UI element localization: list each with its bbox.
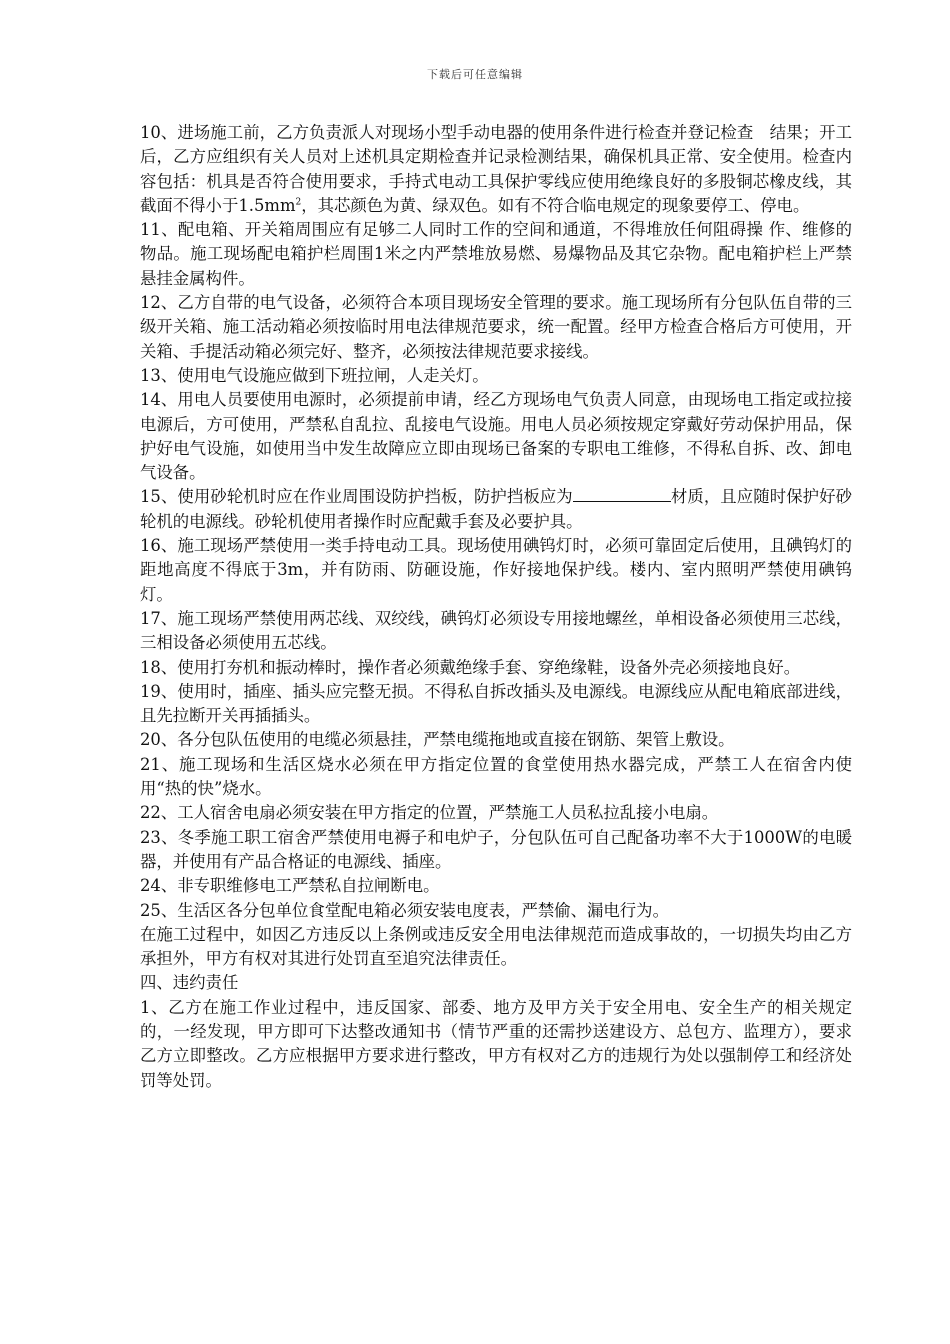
clause-15 — [140, 485, 852, 534]
section-4-heading: 四、违约责任 — [140, 973, 239, 993]
clause-22: 22、工人宿舍电扇必须安装在甲方指定的位置，严禁施工人员私拉乱接小电扇。 — [140, 803, 719, 823]
clause-10 — [140, 121, 852, 218]
clause-21: 21、施工现场和生活区烧水必须在甲方指定位置的食堂使用热水器完成，严禁工人在宿舍内使用“热的快”烧水。 — [140, 754, 852, 799]
clause-10-superscript: 2 — [295, 197, 302, 208]
clause-11: 11、配电箱、开关箱周围应有足够二人同时工作的空间和通道，不得堆放任何阻碍操 作、维修的物品。施工现场配电箱护栏周围1米之内严禁堆放易燃、易爆物品及其它杂物。配电箱护栏上严禁悬挂金属构件。 — [140, 220, 852, 288]
clause-20: 20、各分包队伍使用的电缆必须悬挂，严禁电缆拖地或直接在钢筋、架管上敷设。 — [140, 730, 735, 750]
clause-16: 16、施工现场严禁使用一类手持电动工具。现场使用碘钨灯时，必须可靠固定后使用，且碘钨灯的距地高度不得底于3m，并有防雨、防砸设施，作好接地保护线。楼内、室内照明严禁使用碘钨灯。 — [140, 536, 852, 604]
clause-15-text-start: 15、使用砂轮机时应在作业周围设防护挡板，防护挡板应为 — [140, 487, 573, 507]
clause-17: 17、施工现场严禁使用两芯线、双绞线，碘钨灯必须设专用接地螺丝，单相设备必须使用三芯线，三相设备必须使用五芯线。 — [140, 608, 852, 653]
document-body — [140, 121, 852, 1093]
clause-10-text: 10、进场施工前，乙方负责派人对现场小型手动电器的使用条件进行检查并登记检查 结果；开工后，乙方应组织有关人员对上述机具定期检查并记录检测结果，确保机具正常、安全使用。检查内容包括：机具是否符合使用要求，手持式电动工具保护零线应使用绝缘良好的多股铜芯橡皮线，其截面不得小于1.5mm — [140, 123, 852, 215]
clause-15-text-end: 材质，且应随时保护好砂轮机的电源线。砂轮机使用者操作时应配戴手套及必要护具。 — [140, 487, 853, 531]
clause-10-text-end: ，其芯颜色为黄、绿双色。如有不符合临电规定的现象要停工、停电。 — [301, 195, 810, 215]
material-blank-field — [573, 487, 671, 502]
clause-12: 12、乙方自带的电气设备，必须符合本项目现场安全管理的要求。施工现场所有分包队伍自带的三级开关箱、施工活动箱必须按临时用电法律规范要求，统一配置。经甲方检查合格后方可使用，开关箱、手提活动箱必须完好、整齐，必须按法律规范要求接线。 — [140, 293, 852, 361]
clause-13: 13、使用电气设施应做到下班拉闸，人走关灯。 — [140, 365, 489, 385]
clause-18: 18、使用打夯机和振动棒时，操作者必须戴绝缘手套、穿绝缘鞋，设备外壳必须接地良好。 — [140, 657, 801, 677]
clause-14: 14、用电人员要使用电源时，必须提前申请，经乙方现场电气负责人同意，由现场电工指定或拉接电源后，方可使用，严禁私自乱拉、乱接电气设施。用电人员必须按规定穿戴好劳动保护用品，保护好电气设施，如使用当中发生故障应立即由现场已备案的专职电工维修，不得私自拆、改、卸电气设备。 — [140, 390, 852, 483]
clause-23: 23、冬季施工职工宿舍严禁使用电褥子和电炉子，分包队伍可自己配备功率不大于1000W的电暖器，并使用有产品合格证的电源线、插座。 — [140, 827, 852, 871]
closing-statement: 在施工过程中，如因乙方违反以上条例或违反安全用电法律规范而造成事故的，一切损失均由乙方承担外，甲方有权对其进行处罚直至追究法律责任。 — [140, 924, 852, 969]
clause-25: 25、生活区各分包单位食堂配电箱必须安装电度表，严禁偷、漏电行为。 — [140, 900, 669, 920]
section-4-clause-1: 1、乙方在施工作业过程中，违反国家、部委、地方及甲方关于安全用电、安全生产的相关规定的，一经发现，甲方即可下达整改通知书（情节严重的还需抄送建设方、总包方、监理方），要求乙方立即整改。乙方应根据甲方要求进行整改，甲方有权对乙方的违规行为处以强制停工和经济处罚等处罚。 — [140, 997, 852, 1090]
clause-24: 24、非专职维修电工严禁私自拉闸断电。 — [140, 876, 440, 896]
page-header-note: 下载后可任意编辑 — [427, 68, 523, 81]
clause-19: 19、使用时，插座、插头应完整无损。不得私自拆改插头及电源线。电源线应从配电箱底部进线，且先拉断开关再插插头。 — [140, 681, 852, 726]
